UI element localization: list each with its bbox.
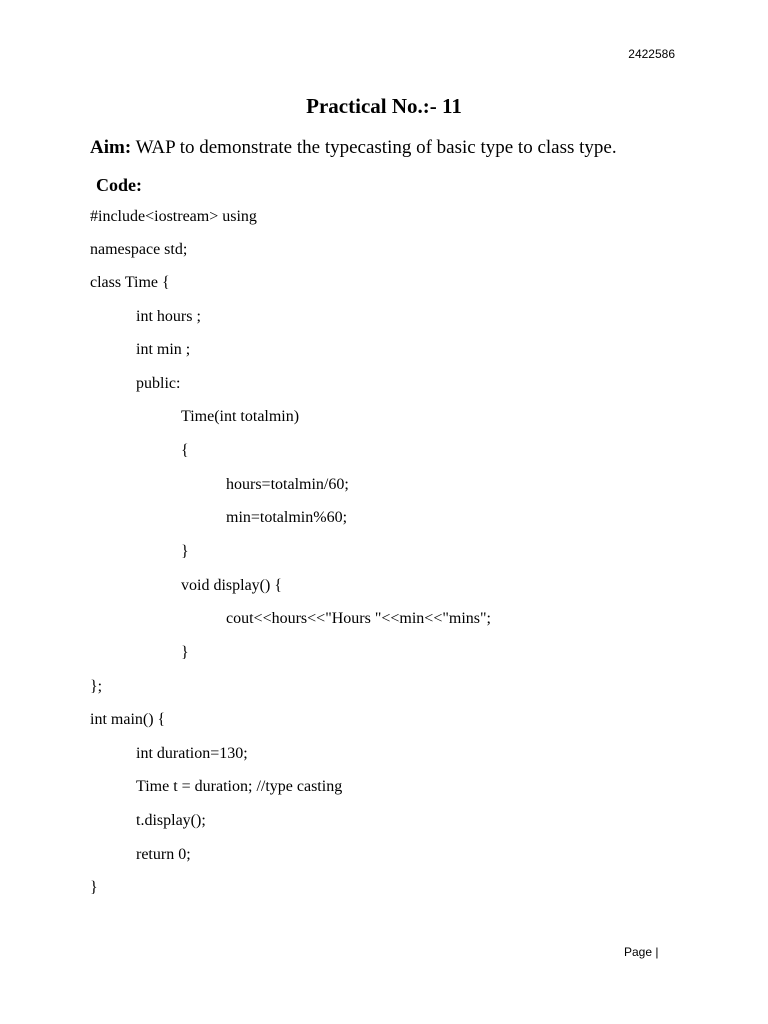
aim-text: WAP to demonstrate the typecasting of basic type to class type.: [131, 137, 617, 158]
code-line: int min ;: [136, 341, 191, 358]
code-line: return 0;: [136, 846, 191, 863]
code-line: int duration=130;: [136, 745, 248, 762]
code-line: int main() {: [90, 711, 166, 728]
code-line: class Time {: [90, 274, 170, 291]
code-line: {: [181, 442, 189, 459]
code-line: };: [90, 678, 103, 695]
page-id-header: 2422586: [628, 47, 675, 61]
code-line: cout<<hours<<"Hours "<<min<<"mins";: [226, 610, 491, 627]
code-line: void display() {: [181, 577, 282, 594]
aim-label: Aim:: [90, 137, 132, 158]
code-line: }: [181, 644, 189, 661]
code-line: #include<iostream> using: [90, 208, 257, 225]
code-heading: Code:: [96, 175, 142, 195]
code-line: int hours ;: [136, 308, 201, 325]
page-footer-label: Page |: [624, 945, 659, 959]
code-line: namespace std;: [90, 241, 188, 258]
code-line: }: [181, 543, 189, 560]
code-line: Time t = duration; //type casting: [136, 778, 343, 795]
page-title: Practical No.:- 11: [306, 94, 462, 118]
code-line: Time(int totalmin): [181, 408, 300, 425]
code-line: public:: [136, 375, 181, 392]
code-line: min=totalmin%60;: [226, 509, 348, 526]
code-line: }: [90, 879, 98, 896]
aim-line: [90, 135, 617, 161]
code-line: hours=totalmin/60;: [226, 476, 349, 493]
code-line: t.display();: [136, 812, 206, 829]
